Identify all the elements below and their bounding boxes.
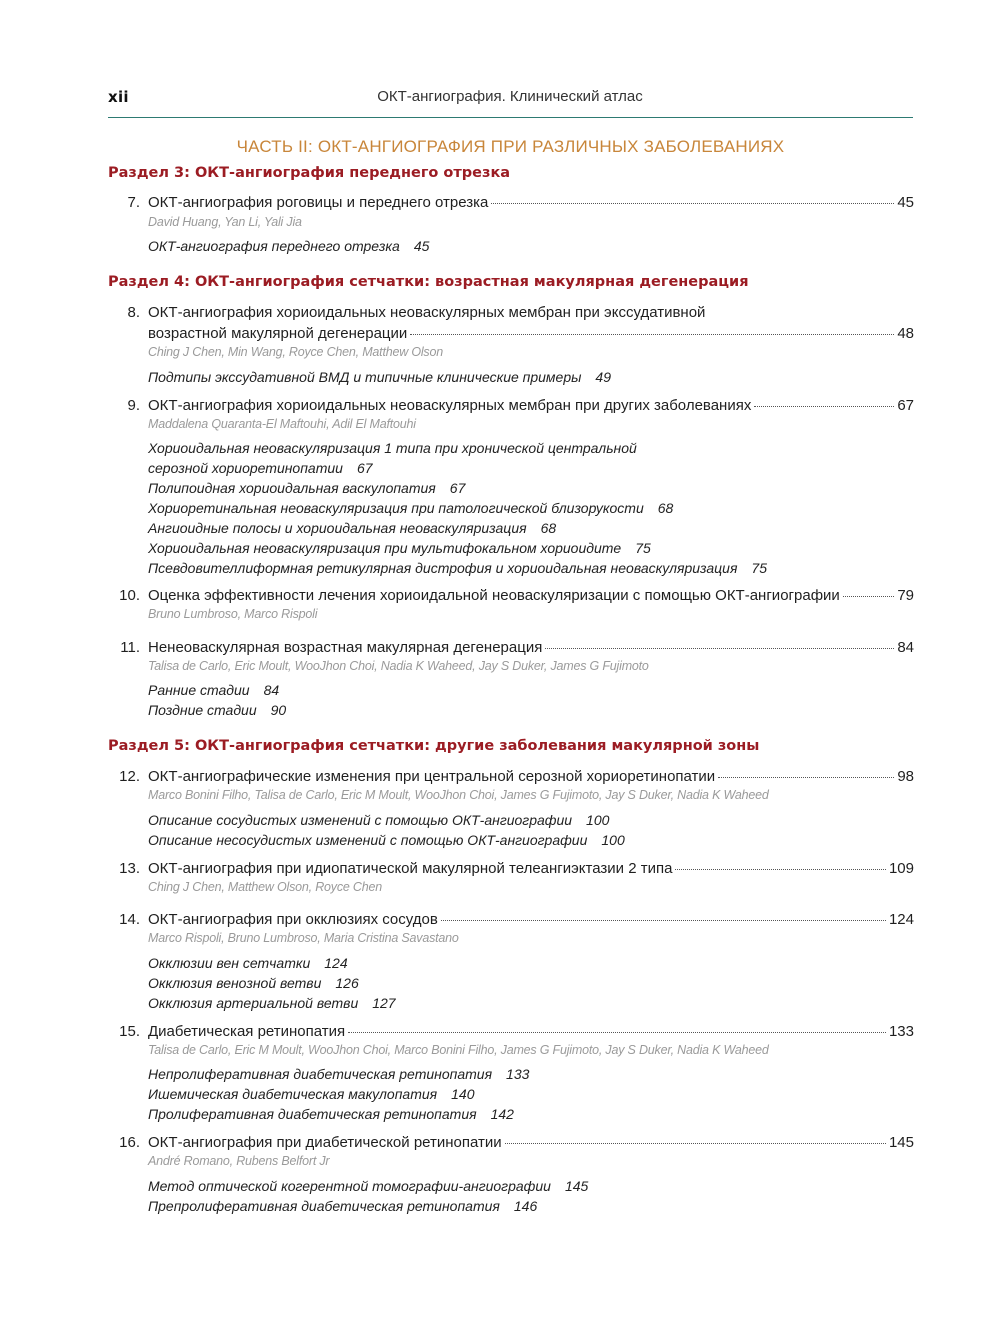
running-title: ОКТ-ангиография. Клинический атлас: [377, 88, 643, 105]
subsection-entry[interactable]: [148, 369, 611, 385]
dot-leader: [843, 596, 895, 597]
subsection-entry[interactable]: [148, 995, 396, 1011]
chapter-page: 145: [888, 1134, 914, 1151]
subsection-entry[interactable]: [148, 702, 286, 718]
subsection-page: 68: [540, 520, 557, 536]
chapter-number: 12.: [119, 768, 140, 785]
chapter-number: 13.: [119, 860, 140, 877]
chapter-number: 11.: [120, 639, 140, 656]
subsection-title: Описание несосудистых изменений с помощью ОКТ-ангиографии: [148, 832, 588, 848]
subsection-title: Описание сосудистых изменений с помощью ОКТ-ангиографии: [148, 812, 573, 828]
subsection-title: Поздние стадии: [148, 702, 257, 718]
dot-leader: [718, 777, 894, 778]
subsection-title: Полипоидная хориоидальная васкулопатия: [148, 480, 436, 496]
chapter-authors: David Huang, Yan Li, Yali Jia: [148, 215, 302, 229]
subsection-entry[interactable]: [148, 1066, 529, 1082]
subsection-page: 68: [657, 500, 674, 516]
toc-entry[interactable]: [120, 638, 914, 658]
dot-leader: [545, 648, 894, 649]
chapter-page: 67: [897, 397, 914, 414]
chapter-number: 7.: [127, 194, 140, 211]
subsection-page: 84: [263, 682, 280, 698]
chapter-authors: Talisa de Carlo, Eric M Moult, WooJhon Choi, Marco Bonini Filho, James G Fujimoto, Jay S Duker, Nadia K Waheed: [148, 1043, 769, 1057]
subsection-entry[interactable]: [148, 955, 348, 971]
subsection-page: 146: [513, 1198, 538, 1214]
chapter-number: 16.: [119, 1134, 140, 1151]
chapter-page: 98: [897, 768, 914, 785]
subsection-entry[interactable]: [148, 500, 673, 516]
chapter-page: 133: [888, 1023, 914, 1040]
subsection-title: Метод оптической когерентной томографии-ангиографии: [148, 1178, 551, 1194]
subsection-page: 133: [506, 1066, 530, 1082]
chapter-title: ОКТ-ангиографические изменения при центральной серозной хориоретинопатии: [148, 768, 716, 785]
chapter-authors: Ching J Chen, Matthew Olson, Royce Chen: [148, 880, 382, 894]
dot-leader: [410, 334, 894, 335]
subsection-title: Пролиферативная диабетическая ретинопатия: [148, 1106, 477, 1122]
subsection-entry[interactable]: [148, 1198, 537, 1214]
subsection-entry[interactable]: [148, 1086, 475, 1102]
dot-leader: [441, 920, 886, 921]
chapter-title: ОКТ-ангиография хориоидальных неоваскулярных мембран при других заболеваниях: [148, 397, 752, 414]
subsection-title: Подтипы экссудативной ВМД и типичные клинические примеры: [148, 369, 582, 385]
subsection-page: 142: [490, 1106, 514, 1122]
toc-entry[interactable]: [127, 303, 706, 323]
chapter-number: 10.: [119, 587, 140, 604]
dot-leader: [675, 869, 886, 870]
toc-entry[interactable]: [119, 586, 914, 606]
chapter-number: 9.: [127, 397, 140, 414]
subsection-title: Ишемическая диабетическая макулопатия: [148, 1086, 438, 1102]
subsection-page: 67: [449, 480, 466, 496]
chapter-page: 109: [888, 860, 914, 877]
subsection-entry[interactable]: [148, 540, 651, 556]
subsection-page: 75: [635, 540, 651, 556]
subsection-title: Окклюзии вен сетчатки: [148, 955, 311, 971]
subsection-title: Окклюзия артериальной ветви: [148, 995, 359, 1011]
dot-leader: [754, 406, 894, 407]
toc-entry[interactable]: [119, 1133, 914, 1153]
header-divider: [108, 117, 913, 118]
subsection-page: 49: [595, 369, 611, 385]
subsection-entry[interactable]: [148, 975, 359, 991]
subsection-entry[interactable]: [148, 238, 429, 254]
toc-entry[interactable]: [127, 396, 914, 416]
chapter-title: Оценка эффективности лечения хориоидальной неоваскуляризации с помощью ОКТ-ангиографии: [148, 587, 840, 604]
subsection-entry[interactable]: [148, 520, 556, 536]
chapter-title: Ненеоваскулярная возрастная макулярная дегенерация: [148, 639, 543, 656]
subsection-title: серозной хориоретинопатии: [148, 460, 343, 476]
subsection-title: Препролиферативная диабетическая ретинопатия: [148, 1198, 500, 1214]
chapter-title: ОКТ-ангиография при окклюзиях сосудов: [148, 911, 438, 928]
toc-entry-continuation[interactable]: [148, 324, 914, 344]
chapter-title: возрастной макулярной дегенерации: [148, 325, 408, 342]
subsection-page: 100: [601, 832, 625, 848]
chapter-authors: André Romano, Rubens Belfort Jr: [148, 1154, 330, 1168]
part-title: ЧАСТЬ II: ОКТ-АНГИОГРАФИЯ ПРИ РАЗЛИЧНЫХ ЗАБОЛЕВАНИЯХ: [236, 137, 785, 156]
toc-entry[interactable]: [127, 193, 914, 213]
chapter-authors: Maddalena Quaranta-El Maftouhi, Adil El Maftouhi: [148, 417, 416, 431]
chapter-title: ОКТ-ангиография при диабетической ретинопатии: [148, 1134, 502, 1151]
chapter-page: 48: [897, 325, 914, 342]
dot-leader: [348, 1032, 886, 1033]
subsection-title: Непролиферативная диабетическая ретинопатия: [148, 1066, 493, 1082]
subsection-page: 140: [451, 1086, 475, 1102]
dot-leader: [505, 1143, 886, 1144]
chapter-authors: Marco Bonini Filho, Talisa de Carlo, Eric M Moult, WooJhon Choi, James G Fujimoto, Jay S Duker, Nadia K Waheed: [148, 788, 769, 802]
subsection-title: Хориоретинальная неоваскуляризация при патологической близорукости: [148, 500, 644, 516]
toc-entry[interactable]: [119, 910, 914, 930]
subsection-title: Ранние стадии: [148, 682, 250, 698]
chapter-page: 79: [897, 587, 914, 604]
chapter-authors: Marco Rispoli, Bruno Lumbroso, Maria Cristina Savastano: [148, 931, 459, 945]
chapter-page: 45: [897, 194, 914, 211]
subsection-entry[interactable]: [148, 1106, 514, 1122]
chapter-page: 84: [897, 639, 914, 656]
subsection-entry[interactable]: [148, 560, 767, 576]
page-number: xii: [108, 88, 129, 106]
chapter-title: ОКТ-ангиография при идиопатической макулярной телеангиэктазии 2 типа: [148, 860, 673, 877]
subsection-entry[interactable]: [148, 812, 609, 828]
chapter-title: ОКТ-ангиография роговицы и переднего отрезка: [148, 194, 489, 211]
subsection-page: 67: [356, 460, 373, 476]
toc-entry[interactable]: [119, 767, 914, 787]
subsection-title: ОКТ-ангиография переднего отрезка: [148, 238, 400, 254]
subsection-title: Хориоидальная неоваскуляризация 1 типа при хронической центральной: [148, 440, 637, 456]
subsection-title: Хориоидальная неоваскуляризация при мультифокальном хориоидите: [148, 540, 622, 556]
subsection-page: 145: [564, 1178, 589, 1194]
dot-leader: [491, 203, 894, 204]
chapter-authors: Talisa de Carlo, Eric Moult, WooJhon Choi, Nadia K Waheed, Jay S Duker, James G Fujimoto: [148, 659, 649, 673]
subsection-entry[interactable]: [148, 460, 373, 476]
section-title: Раздел 5: ОКТ-ангиография сетчатки: другие заболевания макулярной зоны: [108, 738, 760, 754]
subsection-entry[interactable]: [148, 440, 637, 456]
subsection-title: Ангиоидные полосы и хориоидальная неоваскуляризация: [148, 520, 527, 536]
subsection-page: 90: [270, 702, 287, 718]
toc-entry[interactable]: [119, 1022, 914, 1042]
section-title: Раздел 3: ОКТ-ангиография переднего отрезка: [108, 165, 511, 181]
chapter-authors: Ching J Chen, Min Wang, Royce Chen, Matthew Olson: [148, 345, 443, 359]
chapter-number: 14.: [119, 911, 140, 928]
chapter-title: ОКТ-ангиография хориоидальных неоваскулярных мембран при экссудативной: [148, 304, 706, 321]
subsection-title: Псевдовителлиформная ретикулярная дистрофия и хориоидальная неоваскуляризация: [148, 560, 738, 576]
chapter-number: 15.: [119, 1023, 140, 1040]
subsection-page: 45: [413, 238, 430, 254]
subsection-entry[interactable]: [148, 682, 279, 698]
toc-entry[interactable]: [119, 859, 914, 879]
subsection-page: 75: [751, 560, 767, 576]
subsection-title: Окклюзия венозной ветви: [148, 975, 322, 991]
chapter-page: 124: [888, 911, 914, 928]
chapter-number: 8.: [127, 304, 140, 321]
subsection-entry[interactable]: [148, 1178, 588, 1194]
subsection-entry[interactable]: [148, 832, 625, 848]
subsection-page: 124: [324, 955, 348, 971]
chapter-title: Диабетическая ретинопатия: [148, 1023, 346, 1040]
subsection-page: 126: [335, 975, 359, 991]
subsection-page: 127: [372, 995, 396, 1011]
section-title: Раздел 4: ОКТ-ангиография сетчатки: возрастная макулярная дегенерация: [108, 274, 749, 290]
subsection-page: 100: [586, 812, 610, 828]
chapter-authors: Bruno Lumbroso, Marco Rispoli: [148, 607, 318, 621]
subsection-entry[interactable]: [148, 480, 465, 496]
